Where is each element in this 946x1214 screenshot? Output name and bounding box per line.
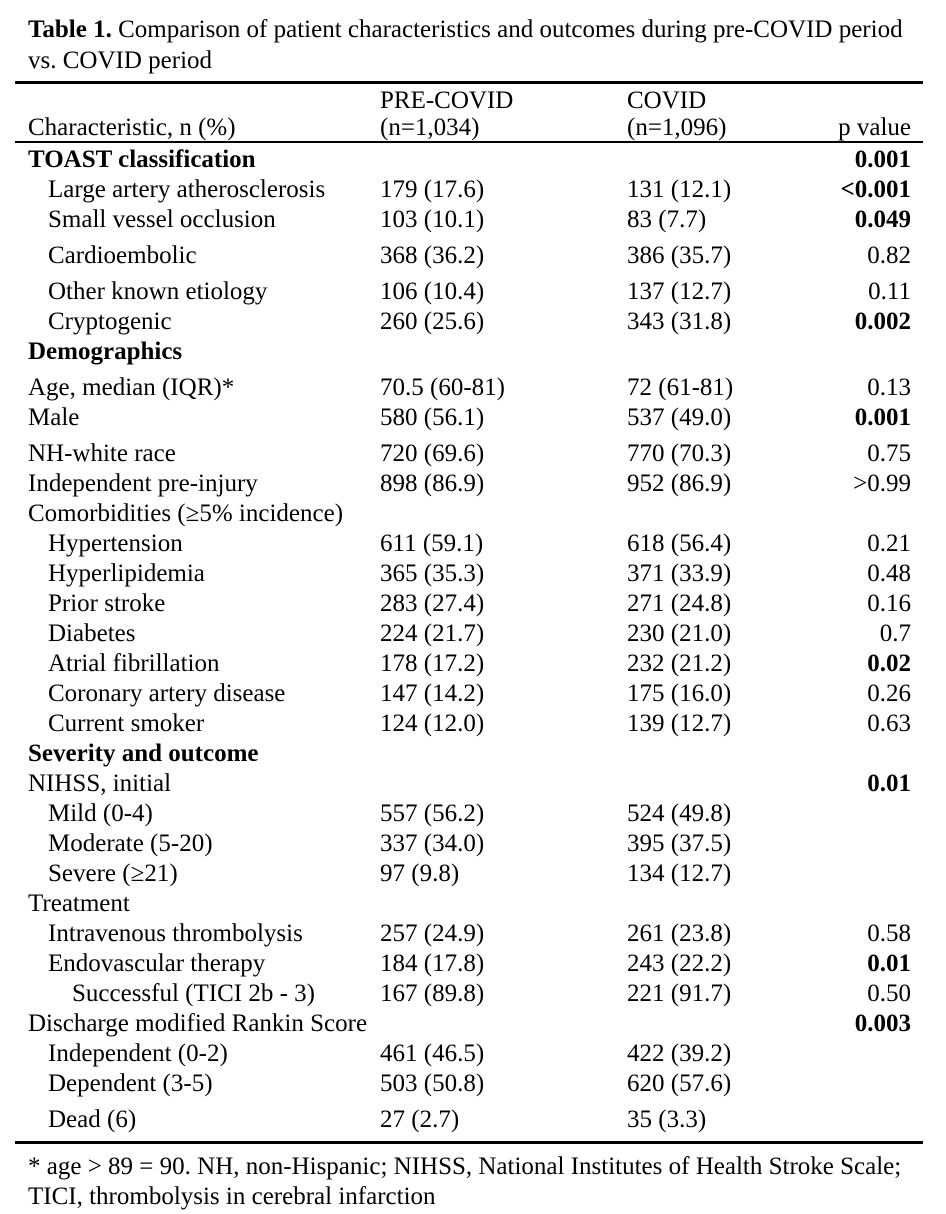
column-header-covid: COVID [627,87,707,114]
row-label: Demographics [28,338,183,365]
table-row [15,679,923,709]
p-value: 0.58 [867,920,911,947]
covid-value: 271 (24.8) [627,590,732,617]
row-label: Male [28,404,80,431]
pre-covid-value: 257 (24.9) [380,920,485,947]
row-label: Endovascular therapy [48,950,266,977]
row-label: Large artery atherosclerosis [48,176,326,203]
table-row [15,709,923,739]
table-row [15,799,923,829]
pre-covid-value: 283 (27.4) [380,590,485,617]
pre-covid-value: 611 (59.1) [380,530,484,557]
p-value: 0.002 [854,308,911,335]
table-row [15,145,923,175]
covid-value [627,145,807,175]
table-row [15,589,923,619]
covid-value [627,1009,807,1039]
table-row [15,175,923,205]
pre-covid-value [380,739,627,769]
p-value: 0.01 [867,770,911,797]
covid-value: 952 (86.9) [627,470,732,497]
pre-covid-value: 557 (56.2) [380,800,485,827]
row-label: Prior stroke [48,590,166,617]
row-label: Age, median (IQR)* [28,374,235,401]
table-row [15,619,923,649]
table-caption-text: Comparison of patient characteristics and outcomes during pre-COVID period vs. COVID period [28,16,903,74]
table-row [15,979,923,1009]
row-label: Dependent (3-5) [48,1070,213,1097]
p-value: 0.001 [854,404,911,431]
row-label: Moderate (5-20) [48,830,213,857]
p-value [807,889,923,919]
p-value [807,1039,923,1069]
row-label: Severe (≥21) [48,860,178,887]
p-value: 0.7 [879,620,911,647]
table-number-label: Table 1. [28,16,112,43]
table-row [15,769,923,799]
header-row-group-labels [15,87,923,114]
column-header-pre-covid-n: (n=1,034) [380,114,480,141]
pre-covid-value: 503 (50.8) [380,1070,485,1097]
table-row [15,205,923,235]
covid-value: 175 (16.0) [627,680,732,707]
pre-covid-value [380,889,627,919]
header-spacer [807,87,923,114]
covid-value: 232 (21.2) [627,650,732,677]
table-row [15,469,923,499]
p-value: 0.001 [854,146,911,173]
table-row [15,1069,923,1099]
table-row [15,889,923,919]
pre-covid-value: 368 (36.2) [380,242,485,269]
pre-covid-value: 580 (56.1) [380,404,485,431]
covid-value: 422 (39.2) [627,1040,732,1067]
covid-value: 620 (57.6) [627,1070,732,1097]
table-row [15,739,923,769]
pre-covid-value: 106 (10.4) [380,278,485,305]
table-row [15,559,923,589]
pre-covid-value: 260 (25.6) [380,308,485,335]
p-value: 0.75 [867,440,911,467]
covid-value: 371 (33.9) [627,560,732,587]
pre-covid-value: 178 (17.2) [380,650,485,677]
row-label: Other known etiology [48,278,268,305]
table-row [15,649,923,679]
table-row [15,829,923,859]
covid-value: 230 (21.0) [627,620,732,647]
p-value: 0.13 [867,374,911,401]
covid-value: 386 (35.7) [627,242,732,269]
table-row [15,499,923,529]
pre-covid-value: 365 (35.3) [380,560,485,587]
p-value [807,859,923,889]
row-label: NH-white race [28,440,176,467]
column-header-characteristic: Characteristic, n (%) [28,114,236,141]
p-value: <0.001 [840,176,911,203]
table-row [15,529,923,559]
covid-value [627,769,807,799]
covid-value: 343 (31.8) [627,308,732,335]
covid-value: 221 (91.7) [627,980,732,1007]
p-value [807,1105,923,1135]
p-value: 0.63 [867,710,911,737]
table-row [15,949,923,979]
p-value: >0.99 [853,470,911,497]
row-label: Independent (0-2) [48,1040,228,1067]
p-value: 0.50 [867,980,911,1007]
table-row [15,439,923,469]
covid-value: 618 (56.4) [627,530,732,557]
table-row [15,1009,923,1039]
p-value: 0.11 [868,278,911,305]
row-label: Hyperlipidemia [48,560,205,587]
pre-covid-value: 898 (86.9) [380,470,485,497]
covid-value: 770 (70.3) [627,440,732,467]
p-value [807,829,923,859]
column-header-covid-n: (n=1,096) [627,114,727,141]
table-row [15,859,923,889]
p-value: 0.003 [854,1010,911,1037]
row-label: Successful (TICI 2b - 3) [72,980,315,1007]
pre-covid-value: 70.5 (60-81) [380,374,505,401]
table-row [15,277,923,307]
covid-value: 35 (3.3) [627,1106,707,1133]
table-row [15,919,923,949]
covid-value: 83 (7.7) [627,206,707,233]
row-label: NIHSS, initial [28,770,172,797]
pre-covid-value: 337 (34.0) [380,830,485,857]
pre-covid-value [380,337,627,367]
p-value: 0.26 [867,680,911,707]
p-value [807,499,923,529]
pre-covid-value: 103 (10.1) [380,206,485,233]
covid-value: 137 (12.7) [627,278,732,305]
row-label: Severity and outcome [28,740,259,767]
covid-value [627,499,807,529]
pre-covid-value: 167 (89.8) [380,980,485,1007]
covid-value: 131 (12.1) [627,176,732,203]
row-label: Cardioembolic [48,242,197,269]
pre-covid-value [380,145,627,175]
p-value: 0.21 [867,530,911,557]
header-row-n-counts [15,114,923,141]
row-label: Atrial fibrillation [48,650,220,677]
p-value [807,799,923,829]
p-value: 0.01 [867,950,911,977]
table-row [15,403,923,433]
table-row [15,1105,923,1135]
covid-value: 395 (37.5) [627,830,732,857]
p-value [807,337,923,367]
row-label: Discharge modified Rankin Score [28,1010,368,1037]
row-label: Hypertension [48,530,183,557]
row-label: Dead (6) [48,1106,137,1133]
table-row [15,307,923,337]
table-row [15,373,923,403]
row-label: Cryptogenic [48,308,172,335]
p-value: 0.16 [867,590,911,617]
row-label: Intravenous thrombolysis [48,920,303,947]
covid-value: 524 (49.8) [627,800,732,827]
covid-value: 72 (61-81) [627,374,734,401]
pre-covid-value [380,499,627,529]
pre-covid-value: 184 (17.8) [380,950,485,977]
row-label: Comorbidities (≥5% incidence) [28,500,344,527]
p-value: 0.82 [867,242,911,269]
table-row [15,1039,923,1069]
pre-covid-value [380,769,627,799]
covid-value: 243 (22.2) [627,950,732,977]
covid-value [627,739,807,769]
p-value: 0.48 [867,560,911,587]
row-label: Mild (0-4) [48,800,153,827]
covid-value [627,889,807,919]
covid-value: 537 (49.0) [627,404,732,431]
pre-covid-value: 720 (69.6) [380,440,485,467]
pre-covid-value: 224 (21.7) [380,620,485,647]
table-title [15,14,923,84]
row-label: TOAST classification [28,146,256,173]
row-label: Small vessel occlusion [48,206,276,233]
pre-covid-value: 179 (17.6) [380,176,485,203]
p-value [807,1069,923,1099]
p-value [807,739,923,769]
pre-covid-value: 27 (2.7) [380,1106,460,1133]
column-header-pre-covid: PRE-COVID [380,87,514,114]
table-header [15,84,923,143]
pre-covid-value: 97 (9.8) [380,860,460,887]
covid-value [627,337,807,367]
table-row [15,241,923,271]
p-value: 0.02 [867,650,911,677]
row-label: Treatment [28,890,130,917]
p-value: 0.049 [854,206,911,233]
table-footnote: * age > 89 = 90. NH, non-Hispanic; NIHSS, National Institutes of Health Stroke Scale; TICI, thrombolysis in cerebral infarction [28,1153,902,1210]
pre-covid-value: 147 (14.2) [380,680,485,707]
covid-value: 261 (23.8) [627,920,732,947]
row-label: Current smoker [48,710,205,737]
table-body [15,143,923,1144]
row-label: Diabetes [48,620,136,647]
pre-covid-value: 124 (12.0) [380,710,485,737]
pre-covid-value [380,1009,627,1039]
covid-value: 139 (12.7) [627,710,732,737]
row-label: Independent pre-injury [28,470,258,497]
header-spacer [15,87,380,114]
table-row [15,337,923,367]
covid-value: 134 (12.7) [627,860,732,887]
column-header-p-value: p value [838,114,911,141]
pre-covid-value: 461 (46.5) [380,1040,485,1067]
row-label: Coronary artery disease [48,680,286,707]
